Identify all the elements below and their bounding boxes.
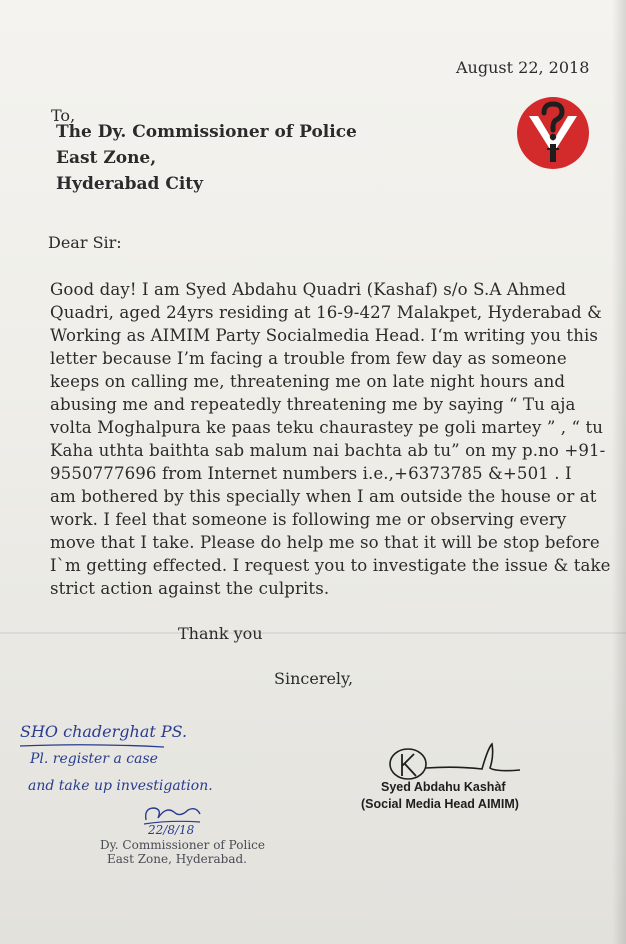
handwritten-date: 22/8/18 xyxy=(148,823,195,837)
body-line: Good day! I am Syed Abdahu Quadri (Kashaf) s/o S.A Ahmed xyxy=(50,280,567,299)
thank-you: Thank you xyxy=(178,624,263,643)
recipient-line-1: The Dy. Commissioner of Police xyxy=(56,122,357,142)
body-line: Working as AIMIM Party Socialmedia Head. I‘m writing you this xyxy=(50,326,599,345)
body-line: Kaha uthta baithta sab malum nai bachta ab tu” on my p.no +91- xyxy=(50,441,606,460)
signature-name: Syed Abdahu Kashàf xyxy=(381,780,506,794)
signature-title: (Social Media Head AIMIM) xyxy=(361,797,519,811)
handwritten-note-line-3: and take up investigation. xyxy=(28,778,213,794)
body-line: move that I take. Please do help me so that it will be stop before xyxy=(50,533,600,552)
recipient-line-3: Hyderabad City xyxy=(56,174,204,194)
body-line: am bothered by this specially when I am outside the house or at xyxy=(50,487,597,506)
handwritten-note-line-2: Pl. register a case xyxy=(30,751,158,767)
paper-edge-shadow xyxy=(612,0,626,944)
salutation: Dear Sir: xyxy=(48,233,122,252)
body-line: letter because I’m facing a trouble from few day as someone xyxy=(50,349,567,368)
paper-fold xyxy=(0,632,626,634)
body-line: 9550777696 from Internet numbers i.e.,+6373785 &+501 . I xyxy=(50,464,572,483)
question-mark-y-logo-icon xyxy=(516,96,590,170)
closing: Sincerely, xyxy=(274,669,354,688)
letter-date: August 22, 2018 xyxy=(456,58,590,77)
stamp-line-2: East Zone, Hyderabad. xyxy=(107,852,247,866)
recipient-line-2: East Zone, xyxy=(56,148,157,168)
handwritten-note-line-1: SHO chaderghat PS. xyxy=(20,722,188,741)
note-underline xyxy=(18,742,166,750)
body-line: work. I feel that someone is following me or observing every xyxy=(50,510,567,529)
body-line: strict action against the culprits. xyxy=(50,579,330,598)
body-line: keeps on calling me, threatening me on late night hours and xyxy=(50,372,566,391)
recipient-to: To, xyxy=(51,106,76,125)
body-line: abusing me and repeatedly threatening me by saying “ Tu aja xyxy=(50,395,576,414)
body-line: Quadri, aged 24yrs residing at 16-9-427 Malakpet, Hyderabad & xyxy=(50,303,602,322)
stamp-line-1: Dy. Commissioner of Police xyxy=(100,838,265,852)
body-line: I`m getting effected. I request you to investigate the issue & take xyxy=(50,556,611,575)
signature-scribble xyxy=(386,736,526,782)
body-line: volta Moghalpura ke paas teku chaurastey pe goli martey ” , “ tu xyxy=(50,418,604,437)
